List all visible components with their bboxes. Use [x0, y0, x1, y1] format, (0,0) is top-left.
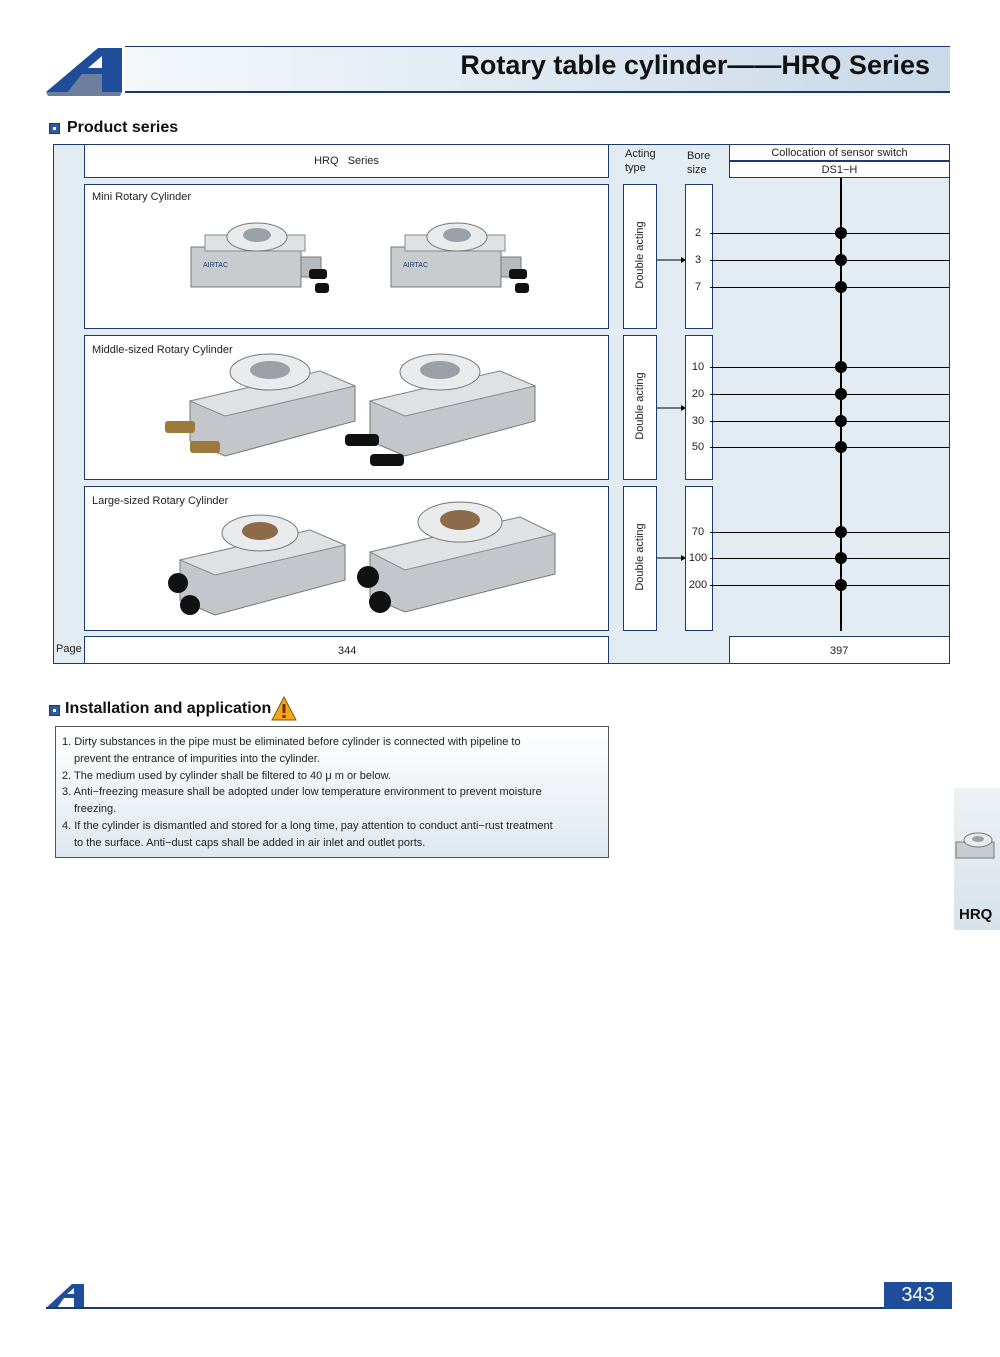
sensor-dot: [835, 441, 847, 453]
group-name: Large-sized Rotary Cylinder: [92, 495, 229, 507]
sensor-line: [710, 233, 949, 234]
sensor-dot: [835, 415, 847, 427]
side-tab-product-image: [954, 828, 1000, 864]
sensor-header-label: Collocation of sensor switch: [771, 147, 908, 159]
large-cylinder-image-2: [350, 492, 560, 627]
warning-icon: [271, 696, 297, 721]
bore-middle-cell: [685, 335, 713, 480]
svg-text:AIRTAC: AIRTAC: [403, 262, 429, 269]
bore-value: 50: [691, 441, 705, 453]
page-label: Page: [56, 643, 82, 655]
bore-value: 10: [691, 361, 705, 373]
sensor-model-label: DS1−H: [821, 164, 858, 176]
bore-value: 20: [691, 388, 705, 400]
bore-value: 70: [691, 526, 705, 538]
acting-arrows: [657, 184, 687, 634]
sensor-header-cell: [729, 144, 950, 161]
sensor-line: [710, 421, 949, 422]
bore-value: 3: [694, 254, 702, 266]
sensor-line: [710, 532, 949, 533]
sensor-line: [710, 260, 949, 261]
acting-mini-cell: [623, 184, 657, 329]
section-bullet-icon: [49, 123, 60, 134]
bore-value: 2: [694, 227, 702, 239]
sensor-dot: [835, 579, 847, 591]
sensor-line: [710, 447, 949, 448]
product-series-heading: Product series: [67, 119, 179, 136]
sensor-dot: [835, 552, 847, 564]
mini-cylinder-image-2: [385, 213, 535, 308]
mini-cylinder-image: [185, 213, 335, 308]
group-mini-cell: [84, 184, 609, 329]
group-name: Middle-sized Rotary Cylinder: [92, 344, 233, 356]
sensor-dot: [835, 388, 847, 400]
acting-type-label: Double acting: [634, 372, 646, 440]
brand-logo-icon: [46, 44, 128, 98]
footer-page-number-box: [884, 1282, 952, 1309]
sensor-line: [710, 287, 949, 288]
bore-value: 30: [691, 415, 705, 427]
sensor-dot: [835, 227, 847, 239]
acting-middle-cell: [623, 335, 657, 480]
acting-type-label: Double acting: [634, 221, 646, 289]
bore-size-header: Bore size: [687, 150, 711, 176]
group-large-cell: [84, 486, 609, 631]
page-sensor-cell: [729, 636, 950, 664]
large-cylinder-image: [160, 505, 350, 630]
series-label: HRQ Series: [314, 155, 379, 167]
page-sensor-value: 397: [830, 645, 849, 657]
sensor-dot: [835, 361, 847, 373]
page-title: Rotary table cylinder——HRQ Series: [460, 50, 930, 80]
sensor-model-cell: [729, 161, 950, 178]
svg-text:AIRTAC: AIRTAC: [203, 262, 229, 269]
sensor-dot: [835, 281, 847, 293]
installation-heading: Installation and application: [65, 700, 272, 717]
installation-item: 4. If the cylinder is dismantled and stored for a long time, pay attention to conduct anti−rust treatment: [62, 819, 553, 832]
sensor-dot: [835, 526, 847, 538]
installation-item: 3. Anti−freezing measure shall be adopted under low temperature environment to prevent moisture: [62, 786, 542, 799]
acting-type-label: Double acting: [634, 523, 646, 591]
footer-page-number: 343: [901, 1284, 935, 1306]
footer-logo-icon: [46, 1282, 88, 1310]
installation-box: [55, 726, 609, 858]
installation-item: 1. Dirty substances in the pipe must be eliminated before cylinder is connected with pipeline to: [62, 736, 521, 748]
installation-item: prevent the entrance of impurities into the cylinder.: [74, 752, 320, 765]
installation-item: to the surface. Anti−dust caps shall be added in air inlet and outlet ports.: [74, 836, 426, 849]
sensor-dot: [835, 254, 847, 266]
section-bullet-icon: [49, 705, 60, 716]
sensor-line: [710, 585, 949, 586]
installation-item: freezing.: [74, 803, 117, 816]
installation-item: 2. The medium used by cylinder shall be filtered to 40 μ m or below.: [62, 769, 391, 782]
acting-large-cell: [623, 486, 657, 631]
series-header-cell: [84, 144, 609, 178]
middle-cylinder-image-2: [340, 346, 540, 476]
bore-value: 100: [688, 552, 708, 564]
group-middle-cell: [84, 335, 609, 480]
sensor-line: [710, 558, 949, 559]
footer-line: [46, 1307, 952, 1309]
sensor-line: [710, 367, 949, 368]
group-name: Mini Rotary Cylinder: [92, 191, 192, 203]
acting-type-header: Acting type: [625, 148, 656, 174]
sensor-line: [710, 394, 949, 395]
side-tab-label: HRQ: [959, 906, 993, 923]
middle-cylinder-image: [160, 346, 360, 476]
bore-value: 200: [688, 579, 708, 591]
page-series-value: 344: [338, 645, 357, 657]
side-tab: [954, 788, 1000, 930]
page-series-cell: [84, 636, 609, 664]
bore-value: 7: [694, 281, 702, 293]
